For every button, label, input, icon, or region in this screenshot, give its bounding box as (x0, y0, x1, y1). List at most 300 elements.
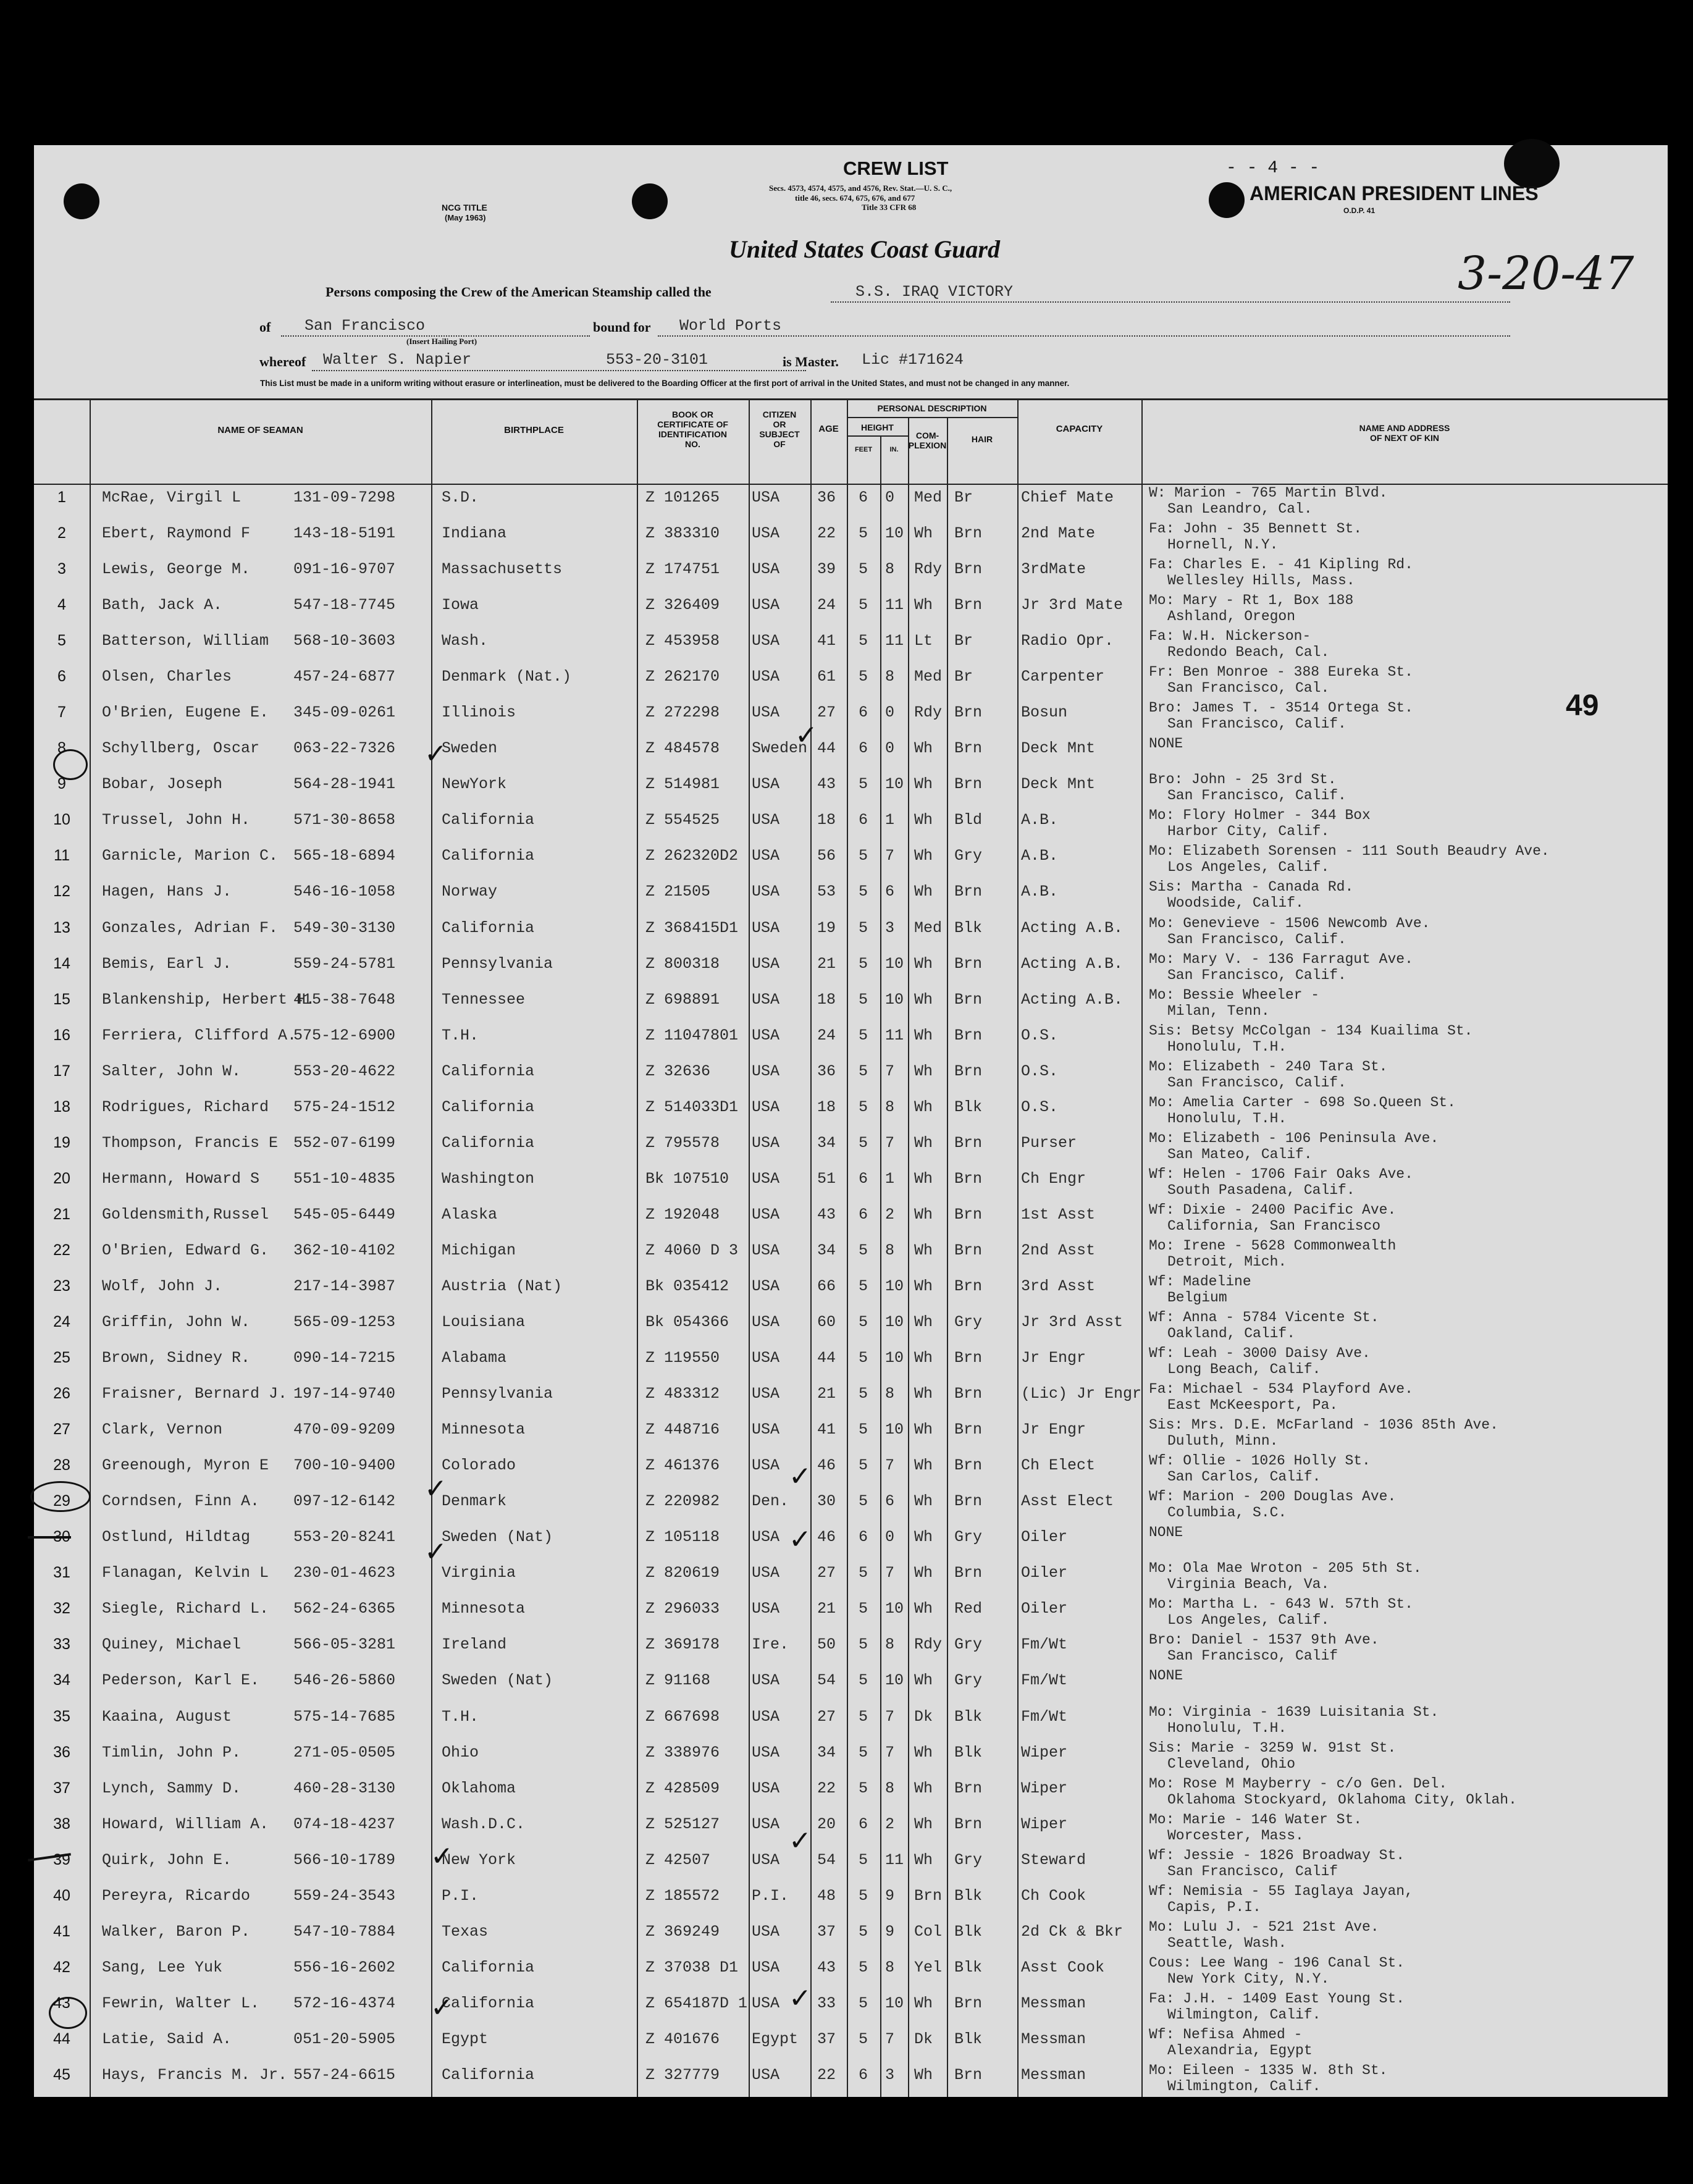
cell-cap: Ch Engr (1021, 1169, 1086, 1188)
cell-cap: Acting A.B. (1021, 954, 1124, 973)
cell-name: Griffin, John W. (102, 1313, 251, 1332)
cell-name: Ebert, Raymond F (102, 524, 251, 543)
cell-name: Fraisner, Bernard J. (102, 1385, 288, 1403)
cell-kin2: San Francisco, Calif. (1167, 716, 1346, 733)
cell-ft: 5 (859, 918, 868, 937)
cell-ssn: 457-24-6877 (293, 668, 396, 686)
cell-ft: 5 (859, 1313, 868, 1332)
row-number: 5 (57, 632, 66, 650)
cell-comp: Wh (914, 954, 933, 973)
cell-birth: New York (442, 1850, 516, 1869)
cell-age: 61 (817, 668, 836, 686)
cell-cap: Jr Engr (1021, 1421, 1086, 1439)
cell-name: Schyllberg, Oscar (102, 739, 260, 758)
cell-cit: USA (752, 704, 780, 722)
cell-age: 54 (817, 1850, 836, 1869)
cell-in: 7 (885, 1707, 895, 1726)
crew-rows (34, 484, 1668, 2097)
cell-hair: Blk (954, 2030, 983, 2048)
cell-cap: O.S. (1021, 1026, 1059, 1044)
cell-cit: USA (752, 1958, 780, 1976)
row-number: 1 (57, 489, 66, 506)
cell-in: 10 (885, 1277, 904, 1295)
cell-cit: USA (752, 1815, 780, 1833)
cell-hair: Blk (954, 1098, 983, 1116)
cell-birth: P.I. (442, 1886, 479, 1905)
cell-kin1: Mo: Mary - Rt 1, Box 188 (1149, 592, 1354, 609)
check-mark: ✓ (789, 1524, 812, 1555)
handwritten-count: 49 (1566, 689, 1599, 722)
cell-cert: Z 21505 (645, 883, 711, 901)
row-number: 39 (53, 1850, 70, 1868)
cell-name: Fewrin, Walter L. (102, 1994, 260, 2012)
cell-kin2: Harbor City, Calif. (1167, 823, 1330, 840)
cell-comp: Med (914, 918, 943, 937)
cell-kin2: Hornell, N.Y. (1167, 537, 1279, 553)
row-number: 45 (53, 2065, 70, 2083)
cell-cert: Z 37038 D1 (645, 1958, 739, 1976)
cell-ft: 5 (859, 1133, 868, 1152)
cell-in: 8 (885, 1779, 895, 1797)
cell-ft: 5 (859, 1098, 868, 1116)
crew-row (34, 2061, 1668, 2097)
cell-cert: Z 800318 (645, 954, 720, 973)
crew-row (34, 2025, 1668, 2061)
cell-kin1: NONE (1149, 1524, 1183, 1541)
cell-cert: Z 484578 (645, 739, 720, 758)
cell-cap: 2nd Asst (1021, 1241, 1096, 1259)
cell-age: 22 (817, 524, 836, 543)
row-number: 31 (53, 1564, 70, 1582)
row-number: 4 (57, 596, 66, 614)
cell-comp: Rdy (914, 1636, 943, 1654)
cell-name: Lynch, Sammy D. (102, 1779, 242, 1797)
cell-name: Goldensmith,Russel (102, 1205, 269, 1224)
cell-kin1: Mo: Rose M Mayberry - c/o Gen. Del. (1149, 1775, 1448, 1792)
top-marks: - - 4 - - (1226, 159, 1320, 178)
cell-comp: Wh (914, 1026, 933, 1044)
cell-kin2: Capis, P.I. (1167, 1899, 1261, 1915)
cell-ssn: 564-28-1941 (293, 775, 396, 794)
check-mark: ✓ (424, 738, 447, 770)
cell-comp: Yel (914, 1958, 943, 1976)
cell-in: 8 (885, 668, 895, 686)
cell-ft: 5 (859, 775, 868, 794)
cell-age: 27 (817, 1564, 836, 1582)
cell-age: 18 (817, 1098, 836, 1116)
cell-name: Kaaina, August (102, 1707, 232, 1726)
cell-cert: Z 525127 (645, 1815, 720, 1833)
row-number: 38 (53, 1815, 70, 1833)
cell-name: Greenough, Myron E (102, 1456, 269, 1475)
col-header-height: HEIGHT (861, 422, 894, 432)
cell-cert: Z 326409 (645, 596, 720, 615)
cell-age: 46 (817, 1528, 836, 1547)
cell-kin2: San Francisco, Calif (1167, 1863, 1338, 1880)
row-number: 23 (53, 1277, 70, 1295)
check-mark: ✓ (424, 1473, 447, 1505)
cell-name: Sang, Lee Yuk (102, 1958, 223, 1976)
cell-ssn: 553-20-4622 (293, 1062, 396, 1080)
cell-comp: Wh (914, 1850, 933, 1869)
crew-row (34, 1416, 1668, 1451)
cell-cit: USA (752, 1779, 780, 1797)
col-header-book-3: IDENTIFICATION (658, 429, 727, 439)
cell-kin1: Sis: Mrs. D.E. McFarland - 1036 85th Ave. (1149, 1417, 1498, 1434)
cell-age: 34 (817, 1241, 836, 1259)
cell-in: 8 (885, 560, 895, 579)
cell-cit: USA (752, 668, 780, 686)
cell-birth: Austria (Nat) (442, 1277, 563, 1295)
cell-ft: 5 (859, 1850, 868, 1869)
cell-kin2: San Francisco, Calif. (1167, 1074, 1346, 1091)
cell-age: 60 (817, 1313, 836, 1332)
cell-ssn: 700-10-9400 (293, 1456, 396, 1475)
cell-comp: Wh (914, 883, 933, 901)
cell-comp: Wh (914, 1671, 933, 1690)
cell-hair: Gry (954, 1636, 983, 1654)
cell-comp: Wh (914, 1600, 933, 1618)
cell-kin2: Wilmington, Calif. (1167, 2078, 1321, 2094)
cell-ft: 6 (859, 1528, 868, 1547)
cell-cert: Bk 054366 (645, 1313, 729, 1332)
cell-ssn: 345-09-0261 (293, 704, 396, 722)
cell-cit: Ire. (752, 1636, 789, 1654)
cell-kin1: Wf: Madeline (1149, 1273, 1251, 1290)
row-number: 43 (53, 1994, 70, 2012)
cell-cit: Egypt (752, 2030, 799, 2048)
cell-kin1: Wf: Dixie - 2400 Pacific Ave. (1149, 1201, 1397, 1218)
cell-birth: California (442, 2065, 535, 2084)
cell-cit: USA (752, 1385, 780, 1403)
cell-comp: Wh (914, 847, 933, 865)
cell-age: 21 (817, 1385, 836, 1403)
cell-cert: Z 11047801 (645, 1026, 739, 1044)
cell-name: Walker, Baron P. (102, 1922, 251, 1941)
cell-hair: Brn (954, 739, 983, 758)
col-header-feet: FEET (854, 446, 873, 453)
cell-ft: 5 (859, 1636, 868, 1654)
crew-row (34, 806, 1668, 842)
cell-hair: Brn (954, 1385, 983, 1403)
cell-hair: Brn (954, 1994, 983, 2012)
cell-age: 24 (817, 596, 836, 615)
cell-ft: 6 (859, 1205, 868, 1224)
cell-ssn: 565-09-1253 (293, 1313, 396, 1332)
cell-comp: Wh (914, 1456, 933, 1475)
cell-comp: Wh (914, 1277, 933, 1295)
cell-birth: T.H. (442, 1026, 479, 1044)
agency-title: United States Coast Guard (729, 235, 1000, 263)
row-number: 35 (53, 1707, 70, 1725)
cell-cert: Z 401676 (645, 2030, 720, 2048)
row-number: 13 (53, 918, 70, 936)
cell-name: Olsen, Charles (102, 668, 232, 686)
cell-kin2: San Francisco, Cal. (1167, 680, 1330, 697)
crew-row (34, 1093, 1668, 1129)
cell-comp: Wh (914, 1133, 933, 1152)
crew-row (34, 1272, 1668, 1308)
ship-name: S.S. IRAQ VICTORY (855, 283, 1014, 301)
cell-birth: Iowa (442, 596, 479, 615)
cell-cap: A.B. (1021, 847, 1059, 865)
crew-row (34, 1523, 1668, 1559)
cell-kin1: Mo: Bessie Wheeler - (1149, 986, 1320, 1003)
cell-ft: 5 (859, 1743, 868, 1762)
cell-kin1: Mo: Eileen - 1335 W. 8th St. (1149, 2062, 1388, 2078)
cell-in: 8 (885, 1241, 895, 1259)
cell-kin1: Mo: Ola Mae Wroton - 205 5th St. (1149, 1560, 1422, 1577)
row-number: 17 (53, 1062, 70, 1080)
cell-hair: Brn (954, 883, 983, 901)
cell-cert: Z 192048 (645, 1205, 720, 1224)
col-header-complexion-2: PLEXION (908, 440, 947, 450)
crew-row (34, 1022, 1668, 1057)
cell-age: 22 (817, 2065, 836, 2084)
cell-kin1: Mo: Elizabeth - 240 Tara St. (1149, 1058, 1388, 1075)
cell-in: 11 (885, 596, 904, 615)
cell-comp: Wh (914, 811, 933, 830)
cell-kin2: East McKeesport, Pa. (1167, 1397, 1338, 1414)
cell-cap: Chief Mate (1021, 489, 1114, 506)
cell-hair: Gry (954, 1850, 983, 1869)
cell-cit: USA (752, 596, 780, 615)
cell-comp: Wh (914, 1349, 933, 1367)
cell-cert: Z 262170 (645, 668, 720, 686)
cell-name: Blankenship, Herbert H. (102, 990, 316, 1009)
crew-row (34, 1666, 1668, 1702)
cell-ssn: 063-22-7326 (293, 739, 396, 758)
cell-cit: USA (752, 1098, 780, 1116)
cell-cert: Z 428509 (645, 1779, 720, 1797)
col-header-complexion-1: COM- (915, 430, 939, 440)
cell-comp: Wh (914, 1241, 933, 1259)
cell-age: 46 (817, 1456, 836, 1475)
cell-birth: Texas (442, 1922, 489, 1941)
check-mark: ✓ (789, 1983, 812, 2014)
is-master-label: is Master. (783, 354, 839, 369)
crew-row (34, 663, 1668, 699)
cell-hair: Brn (954, 1205, 983, 1224)
cell-in: 10 (885, 1994, 904, 2012)
cell-birth: NewYork (442, 775, 507, 794)
cell-kin2: San Francisco, Calif. (1167, 788, 1346, 804)
cell-kin2: Columbia, S.C. (1167, 1505, 1287, 1521)
col-header-citizen-2: OR (773, 419, 786, 429)
cell-ft: 6 (859, 811, 868, 830)
cell-ssn: 546-26-5860 (293, 1671, 396, 1690)
cell-birth: Louisiana (442, 1313, 526, 1332)
cell-kin2: Wellesley Hills, Mass. (1167, 573, 1355, 589)
cell-birth: S.D. (442, 489, 479, 506)
cell-cit: Sweden (752, 739, 808, 758)
company-name: AMERICAN PRESIDENT LINES (1250, 182, 1539, 204)
crew-row (34, 699, 1668, 734)
cell-hair: Brn (954, 704, 983, 722)
cell-cap: Messman (1021, 2065, 1086, 2084)
cell-ssn: 551-10-4835 (293, 1169, 396, 1188)
cell-cit: USA (752, 1421, 780, 1439)
cell-cap: 3rdMate (1021, 560, 1086, 579)
form-number: NCG TITLE (442, 203, 487, 212)
cell-cert: Z 119550 (645, 1349, 720, 1367)
cell-cit: USA (752, 1349, 780, 1367)
cell-comp: Wh (914, 1421, 933, 1439)
row-number: 25 (53, 1349, 70, 1367)
cell-ssn: 552-07-6199 (293, 1133, 396, 1152)
cell-kin2: Los Angeles, Calif. (1167, 1612, 1330, 1629)
cell-ssn: 562-24-6365 (293, 1600, 396, 1618)
cell-hair: Brn (954, 2065, 983, 2084)
cell-cert: Z 296033 (645, 1600, 720, 1618)
cell-ft: 5 (859, 847, 868, 865)
cell-birth: Pennsylvania (442, 1385, 553, 1403)
cell-kin1: Mo: Marie - 146 Water St. (1149, 1811, 1363, 1828)
cell-ft: 5 (859, 1707, 868, 1726)
cell-in: 10 (885, 1349, 904, 1367)
cell-ft: 5 (859, 1994, 868, 2012)
cell-cit: USA (752, 1277, 780, 1295)
cell-name: Clark, Vernon (102, 1421, 223, 1439)
cell-ssn: 131-09-7298 (293, 489, 396, 506)
cell-cit: Den. (752, 1492, 789, 1511)
cell-comp: Wh (914, 990, 933, 1009)
crew-row (34, 1451, 1668, 1487)
cell-kin1: Mo: Elizabeth Sorensen - 111 South Beaudry Ave. (1149, 843, 1550, 860)
col-header-citizen-3: SUBJECT (759, 429, 800, 439)
cell-age: 56 (817, 847, 836, 865)
cell-ssn: 197-14-9740 (293, 1385, 396, 1403)
cell-cert: Z 105118 (645, 1528, 720, 1547)
cell-kin1: Mo: Virginia - 1639 Luisitania St. (1149, 1703, 1439, 1720)
cell-ft: 5 (859, 1779, 868, 1797)
cell-in: 8 (885, 1098, 895, 1116)
cell-kin1: Wf: Nemisia - 55 Iaglaya Jayan, (1149, 1883, 1413, 1899)
cell-kin2: Alexandria, Egypt (1167, 2042, 1313, 2059)
cell-name: Bemis, Earl J. (102, 954, 232, 973)
punch-hole-1 (64, 183, 99, 219)
col-header-birthplace: BIRTHPLACE (504, 425, 564, 435)
cell-cert: Z 369249 (645, 1922, 720, 1941)
cell-cert: Z 272298 (645, 704, 720, 722)
cell-birth: California (442, 1994, 535, 2012)
master-ssn: 553-20-3101 (606, 351, 708, 369)
cell-ssn: 415-38-7648 (293, 990, 396, 1009)
cell-in: 9 (885, 1922, 895, 1941)
cell-ft: 5 (859, 954, 868, 973)
cell-cit: USA (752, 1671, 780, 1690)
col-header-name: NAME OF SEAMAN (217, 425, 303, 435)
cell-cert: Z 514981 (645, 775, 720, 794)
cell-cert: Z 101265 (645, 489, 720, 506)
cell-in: 1 (885, 1169, 895, 1188)
row-number: 24 (53, 1313, 70, 1331)
cell-age: 34 (817, 1133, 836, 1152)
cell-cert: Z 448716 (645, 1421, 720, 1439)
cell-ft: 5 (859, 2030, 868, 2048)
cell-kin2: Redondo Beach, Cal. (1167, 644, 1330, 661)
cell-hair: Brn (954, 1564, 983, 1582)
cell-ft: 6 (859, 739, 868, 758)
row-number: 11 (54, 847, 70, 865)
cell-name: Pereyra, Ricardo (102, 1886, 251, 1905)
cell-cap: Carpenter (1021, 668, 1105, 686)
cell-comp: Wh (914, 524, 933, 543)
cell-cap: Deck Mnt (1021, 775, 1096, 794)
crew-table (34, 398, 1668, 2097)
cell-ft: 5 (859, 560, 868, 579)
ship-name-line (831, 301, 1510, 303)
cell-cap: Messman (1021, 1994, 1086, 2012)
personal-header-rule (847, 417, 1017, 418)
cell-kin1: Fa: Charles E. - 41 Kipling Rd. (1149, 556, 1413, 573)
cell-kin2: San Carlos, Calif. (1167, 1469, 1321, 1485)
cell-cert: Z 220982 (645, 1492, 720, 1511)
check-mark: ✓ (789, 1825, 812, 1857)
cell-kin2: Honolulu, T.H. (1167, 1110, 1287, 1127)
cell-cap: Acting A.B. (1021, 918, 1124, 937)
cell-birth: Pennsylvania (442, 954, 553, 973)
cell-cert: Z 32636 (645, 1062, 711, 1080)
crew-row (34, 842, 1668, 878)
cell-cap: Wiper (1021, 1815, 1068, 1833)
instructions: This List must be made in a uniform writing without erasure or interlineation, must be delivered to the Boarding Officer at the first port of arrival in the United States, and must not be changed in any manner. (260, 379, 1070, 388)
cell-birth: Denmark (Nat.) (442, 668, 572, 686)
cell-age: 30 (817, 1492, 836, 1511)
cell-in: 7 (885, 1564, 895, 1582)
master-license: Lic #171624 (862, 351, 964, 369)
cell-in: 9 (885, 1886, 895, 1905)
cell-hair: Brn (954, 1133, 983, 1152)
cell-kin1: Bro: James T. - 3514 Ortega St. (1149, 700, 1413, 716)
cell-ft: 5 (859, 1241, 868, 1259)
cell-cap: Oiler (1021, 1564, 1068, 1582)
cell-kin2: Cleveland, Ohio (1167, 1755, 1296, 1772)
row-number: 7 (57, 704, 66, 721)
row-number: 33 (53, 1636, 70, 1653)
cell-kin1: Fa: J.H. - 1409 East Young St. (1149, 1990, 1405, 2007)
cell-birth: Washington (442, 1169, 535, 1188)
cell-birth: Illinois (442, 704, 516, 722)
row-number: 32 (53, 1600, 70, 1618)
cell-name: Salter, John W. (102, 1062, 242, 1080)
cell-birth: Alaska (442, 1205, 498, 1224)
cell-name: Ferriera, Clifford A. (102, 1026, 297, 1044)
cell-cert: Bk 107510 (645, 1169, 729, 1188)
row-number: 19 (53, 1133, 70, 1151)
crew-row (34, 1487, 1668, 1523)
form-date: (May 1963) (445, 213, 486, 222)
cell-hair: Brn (954, 1815, 983, 1833)
cell-ft: 5 (859, 596, 868, 615)
cell-cap: Purser (1021, 1133, 1077, 1152)
crew-row (34, 734, 1668, 770)
cell-cit: USA (752, 1600, 780, 1618)
cell-hair: Blk (954, 1958, 983, 1976)
cell-kin2: New York City, N.Y. (1167, 1970, 1330, 1987)
cell-name: Wolf, John J. (102, 1277, 223, 1295)
cell-in: 10 (885, 775, 904, 794)
cell-hair: Red (954, 1600, 983, 1618)
cell-comp: Wh (914, 2065, 933, 2084)
cell-comp: Wh (914, 1313, 933, 1332)
cell-name: Trussel, John H. (102, 811, 251, 830)
row-number: 3 (57, 560, 66, 578)
cell-ssn: 143-18-5191 (293, 524, 396, 543)
cell-age: 22 (817, 1779, 836, 1797)
cell-kin1: Mo: Irene - 5628 Commonwealth (1149, 1237, 1397, 1254)
cell-cert: Z 795578 (645, 1133, 720, 1152)
